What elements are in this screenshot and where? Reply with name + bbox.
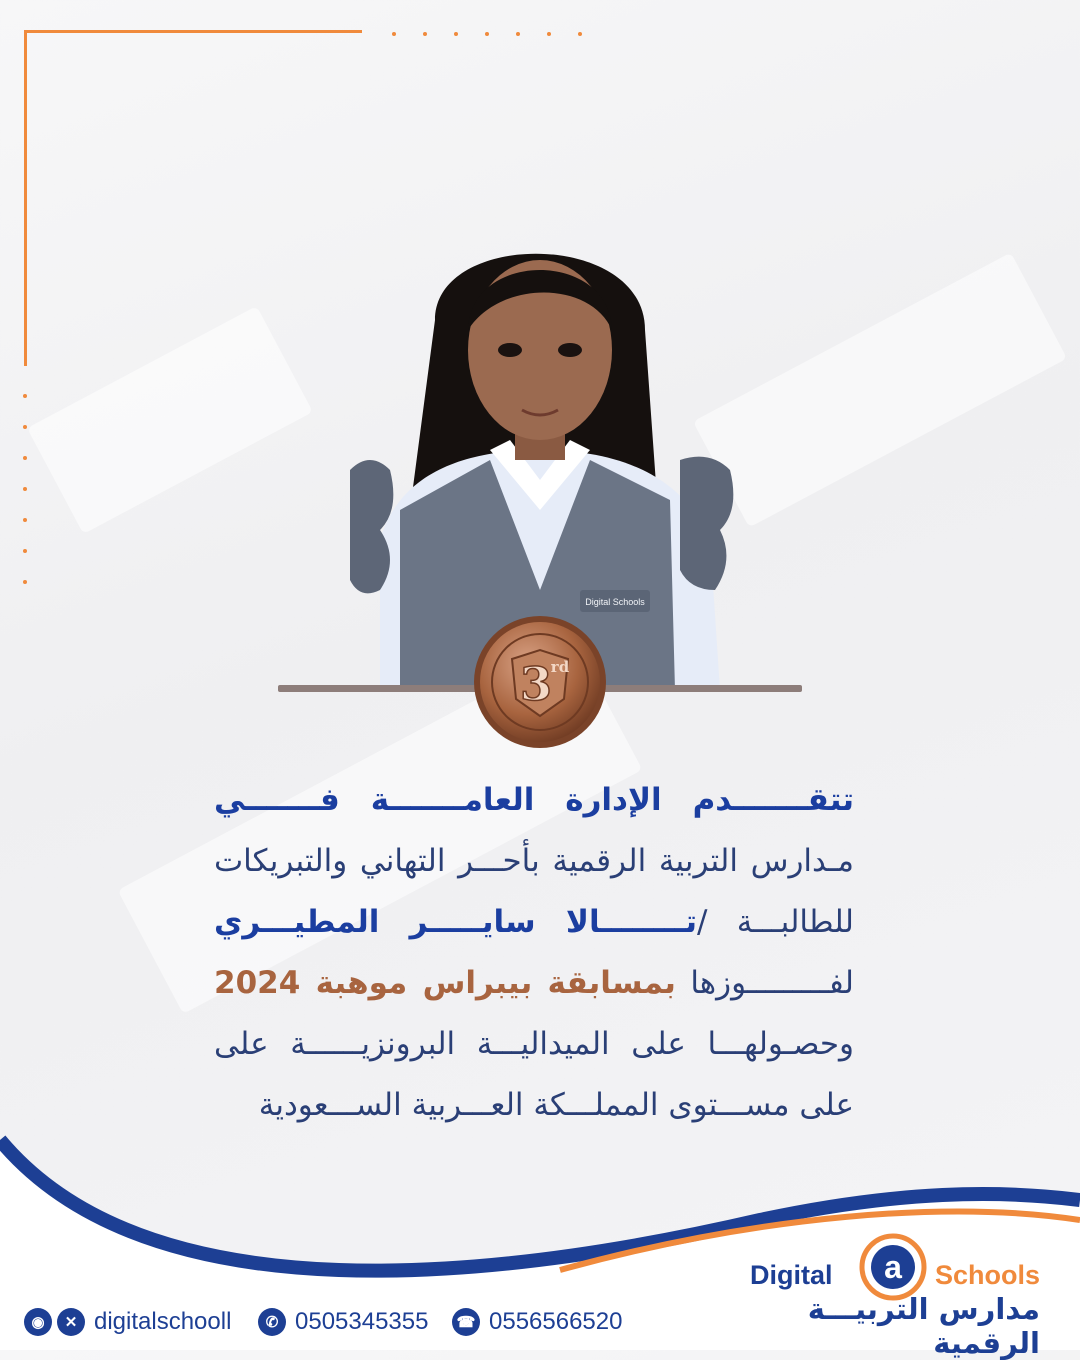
logo-text-arabic: مدارس التربيـــة الرقمية: [807, 1292, 1040, 1360]
snapchat-icon[interactable]: ◉: [24, 1308, 52, 1336]
decor-dot: [23, 518, 27, 522]
decor-dot: [23, 487, 27, 491]
social-handle[interactable]: digitalschooll: [94, 1308, 232, 1335]
decor-dot: [392, 32, 396, 36]
message-line-4: لفـــــــــوزها بمسابقة بيبراس موهبة 2024: [214, 965, 854, 1001]
whatsapp-contact: [258, 1304, 428, 1340]
bronze-medal-icon: [472, 614, 608, 750]
phone-icon[interactable]: ☎: [452, 1308, 480, 1336]
decor-dot: [547, 32, 551, 36]
phone-number[interactable]: 0556566520: [489, 1308, 623, 1335]
congratulation-message: [214, 770, 854, 1136]
message-line-2: مـدارس التربية الرقمية بأحـــر التهاني والتبريكات: [214, 843, 854, 879]
decor-dot: [423, 32, 427, 36]
whatsapp-number[interactable]: 0505345355: [295, 1308, 429, 1335]
frame-left-line: [24, 30, 27, 366]
message-line-1: تتقـــــــدم الإدارة العامـــــــة فـــــــي: [214, 782, 854, 818]
svg-text:Digital Schools: Digital Schools: [585, 597, 645, 607]
whatsapp-icon[interactable]: ✆: [258, 1308, 286, 1336]
phone-contact: [452, 1304, 622, 1340]
svg-text:a: a: [884, 1249, 902, 1285]
message-line-3: للطالبـــة /تــــــــالا سايـــــر المطيـــري: [214, 904, 854, 940]
decor-dot: [23, 456, 27, 460]
decor-dot: [23, 549, 27, 553]
message-line-5: وحصـولهـــا على الميداليـــة البرونزيــــــة على: [214, 1026, 854, 1062]
decor-dot: [23, 425, 27, 429]
decor-dot: [485, 32, 489, 36]
frame-top-line: [24, 30, 362, 33]
x-icon[interactable]: ✕: [57, 1308, 85, 1336]
decor-dot: [454, 32, 458, 36]
logo-text-schools: Schools: [934, 1260, 1040, 1290]
contest-name: بمسابقة بيبراس موهبة 2024: [214, 965, 676, 1001]
background-shape: [693, 253, 1067, 528]
decor-dot: [578, 32, 582, 36]
decor-dot: [516, 32, 520, 36]
decor-dot: [23, 580, 27, 584]
social-contact: [24, 1304, 231, 1340]
decor-dot: [23, 394, 27, 398]
logo-text-digital: Digital: [750, 1260, 833, 1290]
student-name: تــــــــالا سايـــــر المطيـــري: [214, 904, 697, 940]
message-line-6: على مســـتوى المملـــكة العـــربية الســـعودية: [258, 1087, 854, 1123]
medal-suffix: rd: [550, 658, 570, 676]
digital-schools-logo: [750, 1232, 1040, 1360]
background-shape: [27, 306, 313, 534]
medal-number: 3: [519, 657, 553, 711]
